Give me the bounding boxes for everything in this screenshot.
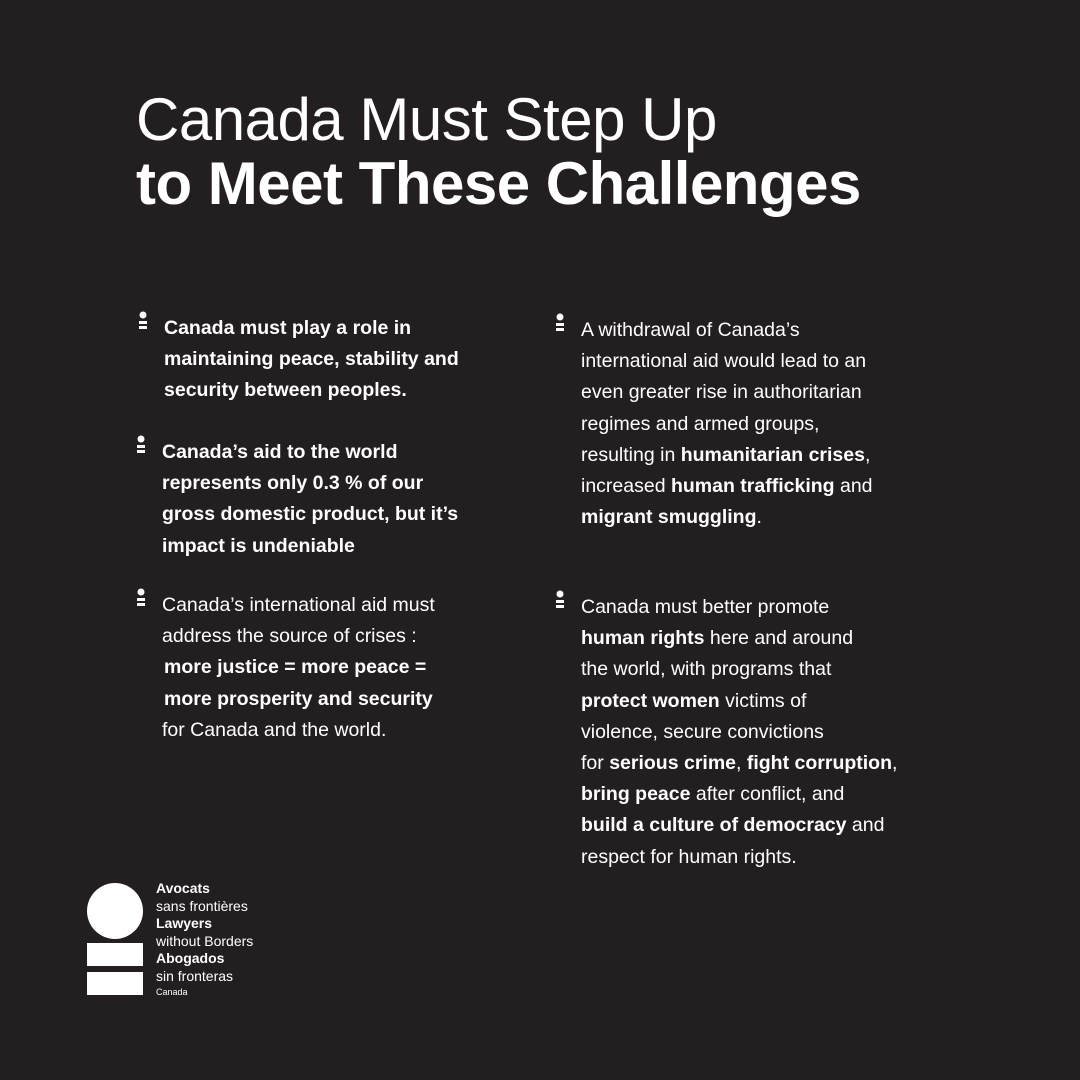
emphasis-fragment: serious crime <box>609 752 737 775</box>
text-fragment: victims of <box>719 689 807 712</box>
logo-abogados: Abogados <box>156 950 225 966</box>
bullet-figure-icon <box>136 588 146 608</box>
text-fragment: and <box>846 814 885 837</box>
text-line: Canada’s international aid must <box>162 594 435 616</box>
emphasis-fragment: human trafficking <box>670 475 835 498</box>
emphasis-fragment: bring peace <box>581 783 691 806</box>
logo-sin-fronteras: sin fronteras <box>156 967 234 984</box>
emphasis-fragment: protect women <box>581 689 720 712</box>
text-fragment: , <box>736 752 747 775</box>
page-title <box>136 88 1016 216</box>
logo-lawyers: Lawyers <box>156 915 213 931</box>
text-line: address the source of crises : <box>162 625 417 648</box>
logo-mark-icon <box>86 880 144 998</box>
bullet-figure-icon <box>555 590 565 610</box>
text-fragment: , <box>892 752 898 775</box>
bullet-aid-gdp <box>162 437 502 562</box>
bullet-source-of-crises <box>162 590 502 746</box>
text-line: security between peoples. <box>164 379 407 402</box>
bullet-text <box>581 315 921 533</box>
logo-avocats: Avocats <box>156 880 210 896</box>
bullet-text <box>581 592 941 873</box>
text-fragment: . <box>756 506 762 529</box>
emphasis-line: more prosperity and security <box>164 687 433 710</box>
text-line: A withdrawal of Canada’s <box>581 319 800 341</box>
text-line: international aid would lead to an <box>581 350 867 373</box>
text-line: Canada must better promote <box>581 596 830 618</box>
emphasis-fragment: build a culture of democracy <box>581 814 847 837</box>
emphasis-fragment: migrant smuggling <box>581 506 757 529</box>
logo-without-borders: without Borders <box>156 932 254 949</box>
text-line: for Canada and the world. <box>162 718 387 741</box>
text-fragment: , <box>864 443 871 466</box>
logo <box>86 880 286 1000</box>
title-line-1: Canada Must Step Up <box>136 86 717 153</box>
text-line: Canada’s aid to the world <box>162 441 398 463</box>
logo-canada: Canada <box>156 987 188 997</box>
text-line: impact is undeniable <box>162 534 355 557</box>
text-line: even greater rise in authoritarian <box>581 381 862 404</box>
text-fragment: here and around <box>704 627 854 650</box>
logo-text <box>156 880 253 998</box>
text-line: violence, secure convictions <box>581 720 824 743</box>
logo-sans-frontieres: sans frontières <box>156 897 248 914</box>
title-line-2: to Meet These Challenges <box>136 150 861 217</box>
text-line: represents only 0.3 % of our <box>162 472 424 495</box>
bullet-figure-icon <box>555 313 565 333</box>
emphasis-fragment: fight corruption <box>746 752 892 775</box>
bullet-figure-icon <box>136 435 146 455</box>
text-fragment: and <box>834 475 873 498</box>
bullet-human-rights <box>581 592 941 873</box>
text-fragment: for <box>581 752 610 775</box>
text-fragment: resulting in <box>581 443 681 466</box>
text-fragment: after conflict, and <box>690 783 845 806</box>
text-line: respect for human rights. <box>581 845 797 868</box>
bullet-text <box>162 437 502 562</box>
text-line: gross domestic product, but it’s <box>162 503 459 526</box>
bullet-text <box>162 590 502 746</box>
bullet-peace-stability <box>164 313 504 407</box>
emphasis-fragment: human rights <box>581 627 705 650</box>
text-line: Canada must play a role in <box>164 317 412 339</box>
text-fragment: increased <box>581 475 671 498</box>
bullet-figure-icon <box>138 311 148 331</box>
text-line: maintaining peace, stability and <box>164 348 459 371</box>
emphasis-fragment: humanitarian crises <box>680 443 865 466</box>
bullet-withdrawal <box>581 315 921 533</box>
emphasis-line: more justice = more peace = <box>164 656 427 679</box>
text-line: regimes and armed groups, <box>581 412 820 435</box>
bullet-text <box>164 313 504 407</box>
text-line: the world, with programs that <box>581 658 832 681</box>
